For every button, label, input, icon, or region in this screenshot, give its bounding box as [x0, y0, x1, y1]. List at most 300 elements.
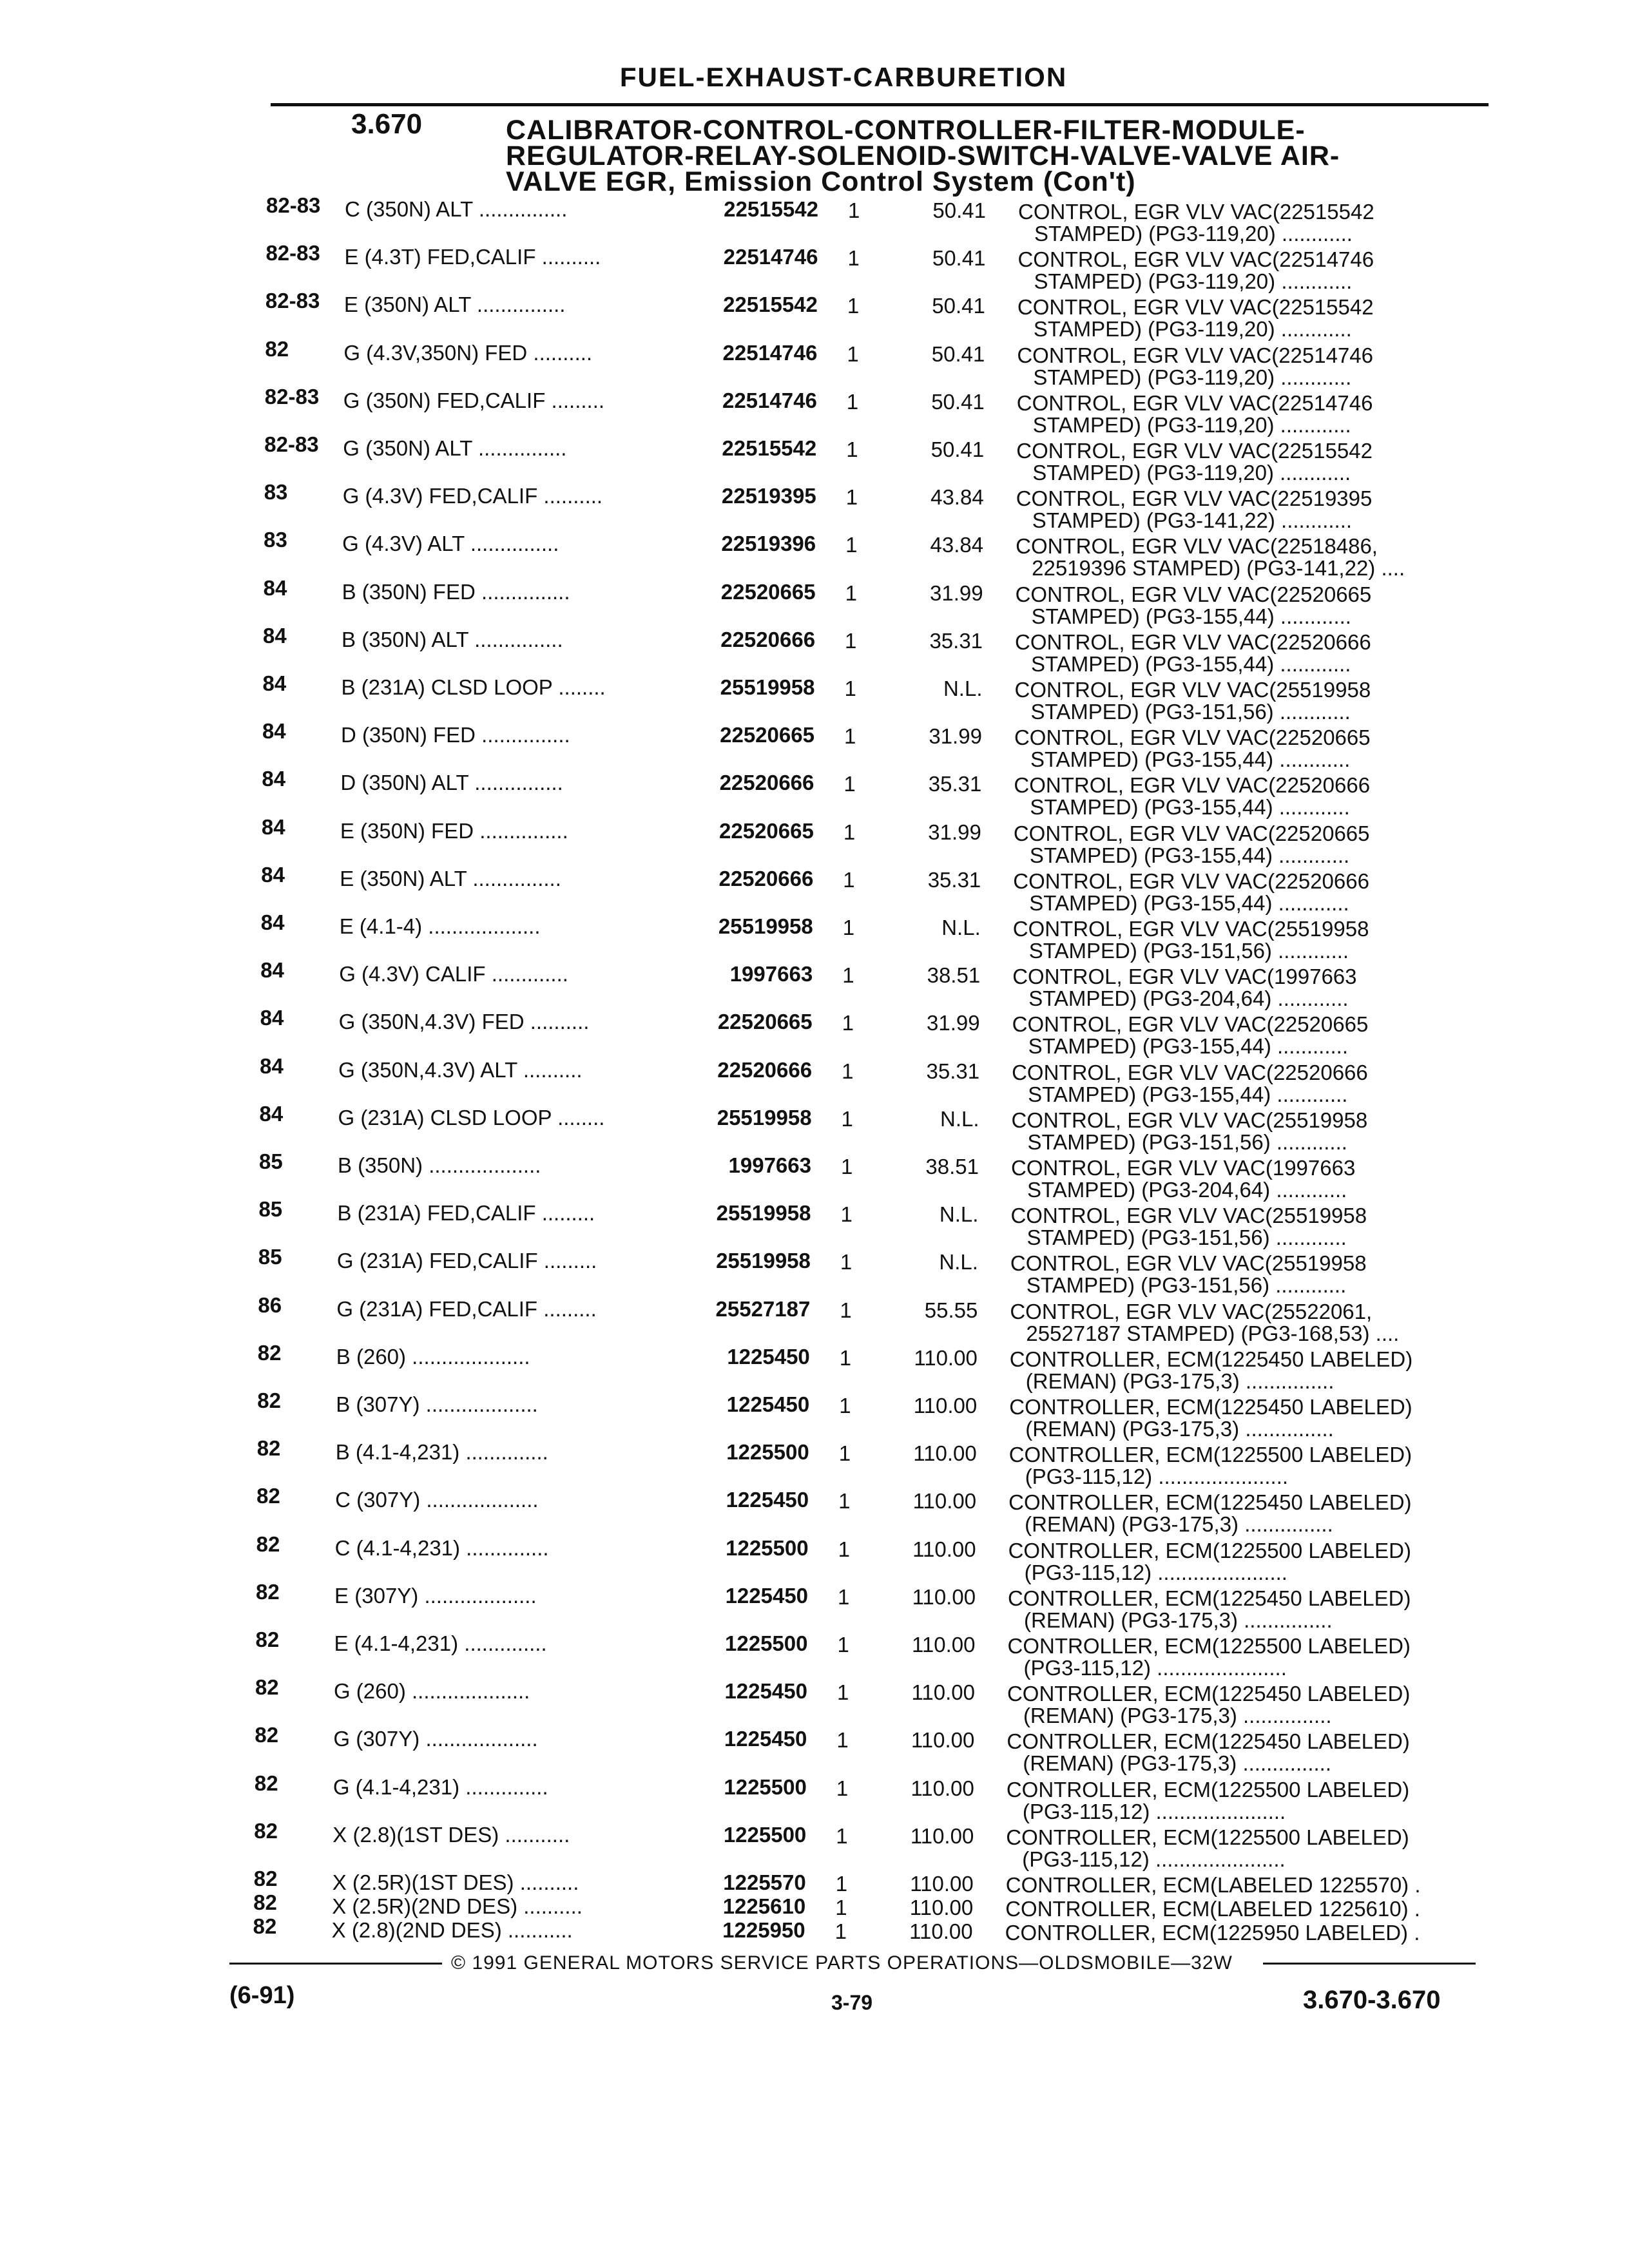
- row-description-continued: STAMPED) (PG3-155,44) ............: [1028, 1082, 1348, 1106]
- row-description-continued: STAMPED) (PG3-119,20) ............: [1033, 365, 1352, 389]
- row-application: B (260) ....................: [336, 1344, 530, 1369]
- row-part-number: 1225500: [725, 1631, 808, 1655]
- row-application: G (4.3V) FED,CALIF ..........: [342, 484, 603, 508]
- row-part-number: 22514746: [722, 388, 817, 412]
- row-price: 35.31: [929, 628, 983, 653]
- row-year: 82: [254, 1771, 278, 1795]
- row-description: CONTROLLER, ECM(1225450 LABELED): [1009, 1395, 1412, 1419]
- table-row: [0, 1914, 1629, 1958]
- row-quantity: 1: [843, 724, 856, 749]
- row-part-number: 22520665: [720, 579, 816, 604]
- row-price: 38.51: [927, 963, 981, 988]
- section-title-line: REGULATOR-RELAY-SOLENOID-SWITCH-VALVE-VALVE AIR-: [506, 140, 1340, 171]
- row-part-number: 25519958: [717, 1105, 812, 1129]
- row-price: 35.31: [927, 867, 981, 892]
- row-price: 31.99: [930, 581, 983, 605]
- row-description-continued: STAMPED) (PG3-151,56) ............: [1030, 700, 1351, 724]
- row-price: 110.00: [909, 1919, 973, 1943]
- row-application: G (231A) FED,CALIF .........: [336, 1296, 597, 1321]
- row-year: 84: [261, 862, 285, 887]
- row-quantity: 1: [840, 1250, 853, 1274]
- row-price: N.L.: [939, 1202, 979, 1227]
- row-year: 84: [262, 671, 287, 695]
- row-quantity: 1: [838, 1441, 851, 1466]
- row-year: 82: [253, 1890, 277, 1914]
- row-application: B (350N) ...................: [338, 1153, 541, 1177]
- row-application: X (2.5R)(2ND DES) ..........: [332, 1894, 583, 1918]
- table-row: [0, 767, 1629, 820]
- row-quantity: 1: [838, 1584, 850, 1609]
- row-description: CONTROLLER, ECM(1225500 LABELED): [1008, 1443, 1412, 1467]
- row-application: G (231A) FED,CALIF .........: [336, 1249, 597, 1273]
- row-price: N.L.: [940, 1106, 979, 1131]
- row-application: E (4.1-4) ...................: [339, 914, 541, 938]
- row-year: 84: [260, 910, 285, 934]
- table-row: [0, 1293, 1629, 1345]
- row-description: CONTROL, EGR VLV VAC(1997663: [1011, 1156, 1356, 1180]
- row-description: CONTROL, EGR VLV VAC(22520665: [1012, 1012, 1369, 1037]
- row-price: 110.00: [911, 1680, 975, 1705]
- row-year: 82-83: [266, 193, 321, 217]
- row-description-continued: STAMPED) (PG3-155,44) ............: [1031, 604, 1351, 628]
- table-row: [0, 336, 1629, 389]
- table-row: [0, 862, 1629, 915]
- row-part-number: 1225450: [724, 1727, 807, 1751]
- row-year: 82-83: [265, 241, 320, 265]
- row-description-continued: 25527187 STAMPED) (PG3-168,53) ....: [1026, 1321, 1400, 1345]
- row-description-continued: (REMAN) (PG3-175,3) ...............: [1025, 1417, 1334, 1441]
- row-price: 50.41: [931, 389, 985, 414]
- row-price: 50.41: [931, 341, 985, 366]
- row-price: 110.00: [913, 1394, 978, 1418]
- row-description: CONTROL, EGR VLV VAC(25519958: [1012, 917, 1369, 941]
- row-quantity: 1: [841, 1155, 853, 1178]
- row-price: 110.00: [912, 1489, 977, 1514]
- row-description-continued: 22519396 STAMPED) (PG3-141,22) ....: [1032, 556, 1405, 581]
- row-part-number: 22520666: [717, 1057, 813, 1082]
- table-row: [0, 1818, 1629, 1871]
- row-price: 110.00: [909, 1896, 974, 1919]
- table-row: [0, 1723, 1629, 1776]
- row-year: 82: [256, 1436, 281, 1461]
- row-part-number: 1225450: [725, 1583, 809, 1608]
- row-description-continued: STAMPED) (PG3-141,22) ............: [1032, 508, 1353, 533]
- row-application: B (4.1-4,231) ..............: [335, 1440, 548, 1465]
- row-year: 84: [263, 623, 287, 648]
- row-price: 110.00: [912, 1633, 976, 1657]
- row-price: 38.51: [925, 1155, 979, 1178]
- row-price: 110.00: [912, 1537, 976, 1561]
- row-part-number: 1225450: [724, 1679, 807, 1704]
- row-year: 82: [256, 1484, 280, 1508]
- row-part-number: 25519958: [716, 1201, 811, 1225]
- row-quantity: 1: [846, 437, 858, 461]
- row-quantity: 1: [845, 485, 858, 510]
- row-part-number: 25519958: [716, 1249, 811, 1273]
- row-application: G (350N,4.3V) FED ..........: [338, 1010, 590, 1034]
- row-part-number: 1225450: [726, 1488, 809, 1512]
- row-quantity: 1: [842, 963, 854, 988]
- row-quantity: 1: [838, 1489, 851, 1514]
- row-description: CONTROL, EGR VLV VAC(25522061,: [1010, 1299, 1373, 1323]
- row-description-continued: (PG3-115,12) ......................: [1022, 1847, 1286, 1871]
- table-row: [0, 1197, 1629, 1250]
- row-year: 83: [264, 528, 287, 552]
- footer-rule-right: [1263, 1963, 1476, 1965]
- row-part-number: 1225500: [724, 1774, 807, 1799]
- row-description-continued: STAMPED) (PG3-151,56) ............: [1028, 939, 1349, 963]
- row-part-number: 1225570: [723, 1870, 806, 1894]
- row-quantity: 1: [844, 677, 856, 700]
- row-quantity: 1: [839, 1345, 852, 1370]
- section-number: 3.670: [351, 108, 423, 140]
- table-row: [0, 1101, 1629, 1154]
- table-row: [0, 1532, 1629, 1584]
- table-row: [0, 480, 1629, 533]
- row-year: 82: [257, 1340, 282, 1365]
- table-row: [0, 1006, 1629, 1059]
- row-quantity: 1: [845, 533, 858, 557]
- row-part-number: 1997663: [728, 1153, 811, 1177]
- footer-page-number: 3-79: [831, 1991, 873, 2014]
- row-quantity: 1: [848, 198, 860, 222]
- row-price: 50.41: [932, 294, 985, 318]
- row-application: C (307Y) ...................: [335, 1488, 539, 1512]
- row-description: CONTROL, EGR VLV VAC(22515542: [1016, 439, 1373, 463]
- row-part-number: 25527187: [715, 1296, 811, 1321]
- row-application: E (350N) FED ...............: [340, 818, 568, 843]
- row-description: CONTROLLER, ECM(1225950 LABELED) .: [1005, 1921, 1420, 1945]
- table-row: [0, 958, 1629, 1011]
- row-application: G (4.3V,350N) FED ..........: [343, 340, 593, 365]
- row-year: 84: [263, 575, 287, 600]
- row-description-continued: STAMPED) (PG3-204,64) ............: [1027, 1178, 1347, 1202]
- row-application: G (4.1-4,231) ..............: [333, 1774, 548, 1799]
- row-year: 82: [265, 336, 289, 361]
- row-description: CONTROL, EGR VLV VAC(22518486,: [1016, 534, 1378, 559]
- row-application: E (307Y) ...................: [334, 1583, 537, 1608]
- section-title: [506, 117, 1460, 195]
- row-application: G (260) ....................: [333, 1679, 530, 1704]
- row-description-continued: STAMPED) (PG3-119,20) ............: [1034, 269, 1353, 294]
- row-description-continued: STAMPED) (PG3-155,44) ............: [1030, 747, 1351, 772]
- row-description-continued: (REMAN) (PG3-175,3) ...............: [1023, 1704, 1332, 1728]
- row-year: 84: [260, 958, 284, 983]
- row-description: CONTROLLER, ECM(LABELED 1225610) .: [1005, 1897, 1420, 1921]
- row-description-continued: (PG3-115,12) ......................: [1025, 1465, 1289, 1489]
- row-application: X (2.8)(2ND DES) ...........: [331, 1918, 573, 1942]
- row-price: 31.99: [927, 1011, 980, 1035]
- row-year: 82: [257, 1389, 281, 1412]
- table-row: [0, 1675, 1629, 1728]
- row-quantity: 1: [840, 1202, 853, 1227]
- table-row: [0, 193, 1629, 245]
- row-description: CONTROL, EGR VLV VAC(22520666: [1012, 1060, 1368, 1084]
- row-description-continued: STAMPED) (PG3-155,44) ............: [1031, 651, 1351, 676]
- row-application: E (4.1-4,231) ..............: [334, 1631, 547, 1655]
- row-application: G (350N) FED,CALIF .........: [343, 388, 605, 412]
- row-part-number: 1225500: [726, 1440, 809, 1465]
- row-price: 110.00: [911, 1776, 974, 1800]
- row-description-continued: STAMPED) (PG3-151,56) ............: [1027, 1225, 1347, 1250]
- row-description: CONTROL, EGR VLV VAC(22520666: [1013, 869, 1369, 893]
- row-part-number: 22520666: [718, 866, 814, 890]
- table-row: [0, 671, 1629, 724]
- row-application: G (350N) ALT ...............: [343, 436, 567, 460]
- table-row: [0, 289, 1629, 341]
- row-part-number: 22520666: [719, 771, 815, 795]
- row-price: 43.84: [930, 485, 984, 510]
- row-year: 86: [258, 1293, 282, 1317]
- row-description: CONTROL, EGR VLV VAC(22519395: [1016, 486, 1373, 511]
- table-row: [0, 1340, 1629, 1393]
- row-application: B (307Y) ...................: [336, 1392, 538, 1416]
- row-quantity: 1: [836, 1680, 849, 1705]
- row-part-number: 22520665: [720, 723, 815, 747]
- row-description-continued: (PG3-115,12) ......................: [1024, 1560, 1287, 1584]
- row-year: 82: [255, 1723, 279, 1747]
- row-application: D (350N) FED ...............: [340, 723, 570, 747]
- table-row: [0, 1436, 1629, 1489]
- row-application: C (350N) ALT ...............: [345, 197, 568, 221]
- row-part-number: 22519395: [721, 484, 816, 508]
- row-quantity: 1: [835, 1896, 847, 1919]
- row-quantity: 1: [842, 916, 855, 939]
- row-year: 84: [262, 719, 286, 744]
- row-part-number: 25519958: [718, 914, 813, 938]
- row-description: CONTROL, EGR VLV VAC(22520666: [1014, 773, 1371, 798]
- row-description: CONTROL, EGR VLV VAC(22515542: [1018, 200, 1374, 224]
- row-application: X (2.5R)(1ST DES) ..........: [332, 1870, 579, 1894]
- row-year: 84: [262, 767, 286, 791]
- row-description: CONTROLLER, ECM(1225450 LABELED): [1007, 1729, 1410, 1754]
- row-year: 82: [255, 1675, 279, 1700]
- row-quantity: 1: [836, 1728, 849, 1753]
- row-description-continued: STAMPED) (PG3-155,44) ............: [1030, 795, 1350, 820]
- row-part-number: 1225500: [723, 1822, 807, 1847]
- table-row: [0, 1245, 1629, 1298]
- row-description: CONTROL, EGR VLV VAC(25519958: [1010, 1204, 1367, 1228]
- row-part-number: 22514746: [722, 340, 818, 365]
- row-description: CONTROL, EGR VLV VAC(22520665: [1013, 821, 1370, 845]
- row-description-continued: STAMPED) (PG3-119,20) ............: [1034, 222, 1353, 245]
- table-row: [0, 384, 1629, 437]
- row-application: G (307Y) ...................: [333, 1727, 538, 1751]
- row-quantity: 1: [843, 820, 856, 844]
- row-year: 82-83: [264, 432, 319, 456]
- row-part-number: 25519958: [720, 675, 815, 699]
- row-quantity: 1: [845, 628, 857, 653]
- row-quantity: 1: [843, 867, 855, 892]
- row-year: 82: [254, 1818, 278, 1843]
- row-description: CONTROL, EGR VLV VAC(22514746: [1017, 247, 1374, 272]
- row-quantity: 1: [839, 1394, 851, 1418]
- row-part-number: 1997663: [729, 962, 813, 986]
- row-quantity: 1: [837, 1633, 849, 1657]
- section-title-line: CALIBRATOR-CONTROL-CONTROLLER-FILTER-MODULE-: [506, 115, 1306, 146]
- row-quantity: 1: [847, 294, 860, 318]
- footer-date: (6-91): [229, 1982, 295, 2009]
- row-year: 82: [256, 1532, 280, 1556]
- row-year: 85: [258, 1197, 283, 1222]
- row-application: G (231A) CLSD LOOP ........: [338, 1105, 605, 1129]
- row-description: CONTROLLER, ECM(1225500 LABELED): [1008, 1538, 1411, 1562]
- row-price: 50.41: [932, 198, 986, 222]
- row-price: 110.00: [913, 1441, 977, 1466]
- row-application: D (350N) ALT ...............: [340, 771, 563, 795]
- header-rule: [271, 103, 1489, 106]
- row-quantity: 1: [846, 389, 859, 414]
- table-row: [0, 1579, 1629, 1632]
- row-application: X (2.8)(1ST DES) ...........: [333, 1822, 570, 1847]
- row-description: CONTROL, EGR VLV VAC(22514746: [1016, 390, 1373, 415]
- row-year: 82: [255, 1628, 280, 1651]
- row-description-continued: (REMAN) (PG3-175,3) ...............: [1023, 1751, 1331, 1776]
- row-description: CONTROL, EGR VLV VAC(22520666: [1015, 629, 1371, 654]
- row-application: E (350N) ALT ...............: [340, 866, 561, 890]
- row-year: 85: [259, 1149, 283, 1173]
- row-application: G (350N,4.3V) ALT ..........: [338, 1057, 583, 1082]
- row-application: C (4.1-4,231) ..............: [334, 1535, 549, 1560]
- footer-copyright: © 1991 GENERAL MOTORS SERVICE PARTS OPERATIONS—OLDSMOBILE—32W: [451, 1952, 1233, 1974]
- row-description-continued: STAMPED) (PG3-155,44) ............: [1029, 843, 1350, 867]
- row-description: CONTROL, EGR VLV VAC(22520665: [1014, 726, 1371, 750]
- row-year: 82-83: [265, 289, 320, 313]
- row-year: 85: [258, 1245, 282, 1269]
- row-description: CONTROLLER, ECM(1225450 LABELED): [1008, 1490, 1412, 1515]
- row-description: CONTROL, EGR VLV VAC(22514746: [1017, 343, 1374, 367]
- row-description: CONTROL, EGR VLV VAC(25519958: [1014, 678, 1371, 702]
- row-price: 110.00: [914, 1345, 978, 1370]
- row-description: CONTROL, EGR VLV VAC(1997663: [1012, 965, 1357, 989]
- row-year: 82-83: [264, 384, 320, 408]
- row-year: 84: [260, 1053, 284, 1078]
- row-year: 84: [259, 1101, 284, 1126]
- row-part-number: 1225450: [726, 1392, 810, 1416]
- table-row: [0, 1628, 1629, 1680]
- row-part-number: 1225500: [726, 1535, 809, 1560]
- table-row: [0, 719, 1629, 772]
- row-description: CONTROL, EGR VLV VAC(25519958: [1010, 1251, 1367, 1276]
- row-quantity: 1: [845, 581, 857, 605]
- row-description-continued: (PG3-115,12) ......................: [1022, 1799, 1286, 1823]
- row-description: CONTROL, EGR VLV VAC(22520665: [1015, 582, 1372, 606]
- row-price: 110.00: [910, 1872, 974, 1896]
- row-year: 82: [256, 1579, 280, 1604]
- row-description-continued: STAMPED) (PG3-119,20) ............: [1032, 461, 1351, 485]
- row-description: CONTROLLER, ECM(1225500 LABELED): [1006, 1825, 1409, 1849]
- row-description: CONTROLLER, ECM(1225450 LABELED): [1007, 1682, 1411, 1706]
- header-title: FUEL-EXHAUST-CARBURETION: [619, 62, 1068, 92]
- row-description-continued: (PG3-115,12) ......................: [1023, 1656, 1287, 1680]
- row-part-number: 22514746: [723, 245, 818, 269]
- row-application: G (4.3V) ALT ...............: [342, 532, 559, 556]
- row-description-continued: STAMPED) (PG3-155,44) ............: [1028, 1034, 1348, 1059]
- row-part-number: 22515542: [724, 197, 818, 221]
- row-quantity: 1: [838, 1537, 850, 1561]
- table-row: [0, 623, 1629, 676]
- footer-section-range: 3.670-3.670: [1303, 1986, 1441, 2014]
- row-description-continued: STAMPED) (PG3-151,56) ............: [1026, 1273, 1347, 1298]
- row-price: 110.00: [912, 1584, 976, 1609]
- row-description-continued: STAMPED) (PG3-119,20) ............: [1033, 317, 1352, 341]
- row-quantity: 1: [847, 341, 859, 366]
- row-part-number: 22520665: [717, 1010, 813, 1034]
- row-description: CONTROLLER, ECM(1225450 LABELED): [1009, 1347, 1413, 1371]
- row-part-number: 22520666: [720, 627, 816, 651]
- row-quantity: 1: [847, 246, 860, 271]
- row-application: B (231A) CLSD LOOP ........: [341, 675, 606, 699]
- row-price: 50.41: [932, 246, 986, 271]
- row-quantity: 1: [836, 1823, 848, 1848]
- row-quantity: 1: [841, 1106, 853, 1131]
- row-year: 84: [260, 1006, 284, 1030]
- row-description-continued: (REMAN) (PG3-175,3) ...............: [1025, 1512, 1333, 1537]
- row-part-number: 1225450: [727, 1344, 810, 1369]
- row-price: 50.41: [930, 437, 985, 461]
- section-title-line: VALVE EGR, Emission Control System (Con't): [506, 166, 1136, 197]
- row-quantity: 1: [834, 1919, 847, 1943]
- row-quantity: 1: [836, 1776, 849, 1800]
- row-year: 82: [253, 1867, 278, 1890]
- row-price: 35.31: [928, 772, 982, 796]
- row-description: CONTROLLER, ECM(1225500 LABELED): [1006, 1777, 1410, 1802]
- row-price: 110.00: [911, 1728, 975, 1753]
- table-row: [0, 528, 1629, 581]
- row-quantity: 1: [835, 1872, 848, 1896]
- row-part-number: 1225610: [722, 1894, 806, 1918]
- row-application: E (4.3T) FED,CALIF ..........: [344, 245, 601, 269]
- row-year: 82: [253, 1914, 277, 1938]
- row-price: 55.55: [924, 1298, 978, 1322]
- row-year: 84: [261, 814, 285, 839]
- row-application: E (350N) ALT ...............: [343, 293, 566, 317]
- row-description-continued: STAMPED) (PG3-155,44) ............: [1029, 890, 1349, 915]
- row-part-number: 22520665: [719, 818, 814, 843]
- table-row: [0, 910, 1629, 963]
- row-price: 43.84: [930, 533, 984, 557]
- table-row: [0, 1484, 1629, 1537]
- table-row: [0, 814, 1629, 867]
- row-description-continued: STAMPED) (PG3-151,56) ............: [1027, 1129, 1347, 1154]
- row-description-continued: STAMPED) (PG3-204,64) ............: [1028, 986, 1349, 1011]
- row-price: N.L.: [943, 677, 983, 700]
- row-application: G (4.3V) CALIF .............: [339, 962, 568, 986]
- row-application: B (350N) FED ...............: [342, 579, 570, 604]
- row-description: CONTROLLER, ECM(1225450 LABELED): [1008, 1586, 1411, 1610]
- row-quantity: 1: [843, 772, 856, 796]
- row-description: CONTROL, EGR VLV VAC(25519958: [1011, 1108, 1368, 1132]
- row-year: 83: [264, 480, 288, 505]
- table-row: [0, 1389, 1629, 1441]
- row-part-number: 1225950: [722, 1918, 805, 1942]
- row-part-number: 22519396: [721, 532, 816, 556]
- row-part-number: 22515542: [723, 293, 818, 317]
- row-description: CONTROL, EGR VLV VAC(22515542: [1017, 295, 1374, 320]
- row-quantity: 1: [842, 1011, 854, 1035]
- row-description-continued: STAMPED) (PG3-119,20) ............: [1032, 412, 1351, 437]
- row-price: 110.00: [910, 1823, 974, 1848]
- row-description-continued: (REMAN) (PG3-175,3) ...............: [1024, 1608, 1333, 1632]
- table-row: [0, 1053, 1629, 1106]
- row-application: B (350N) ALT ...............: [342, 627, 563, 651]
- table-row: [0, 1771, 1629, 1823]
- row-quantity: 1: [842, 1059, 854, 1083]
- row-quantity: 1: [840, 1298, 852, 1322]
- row-part-number: 22515542: [722, 436, 817, 460]
- row-price: 35.31: [926, 1059, 980, 1083]
- row-description: CONTROLLER, ECM(1225500 LABELED): [1007, 1634, 1411, 1658]
